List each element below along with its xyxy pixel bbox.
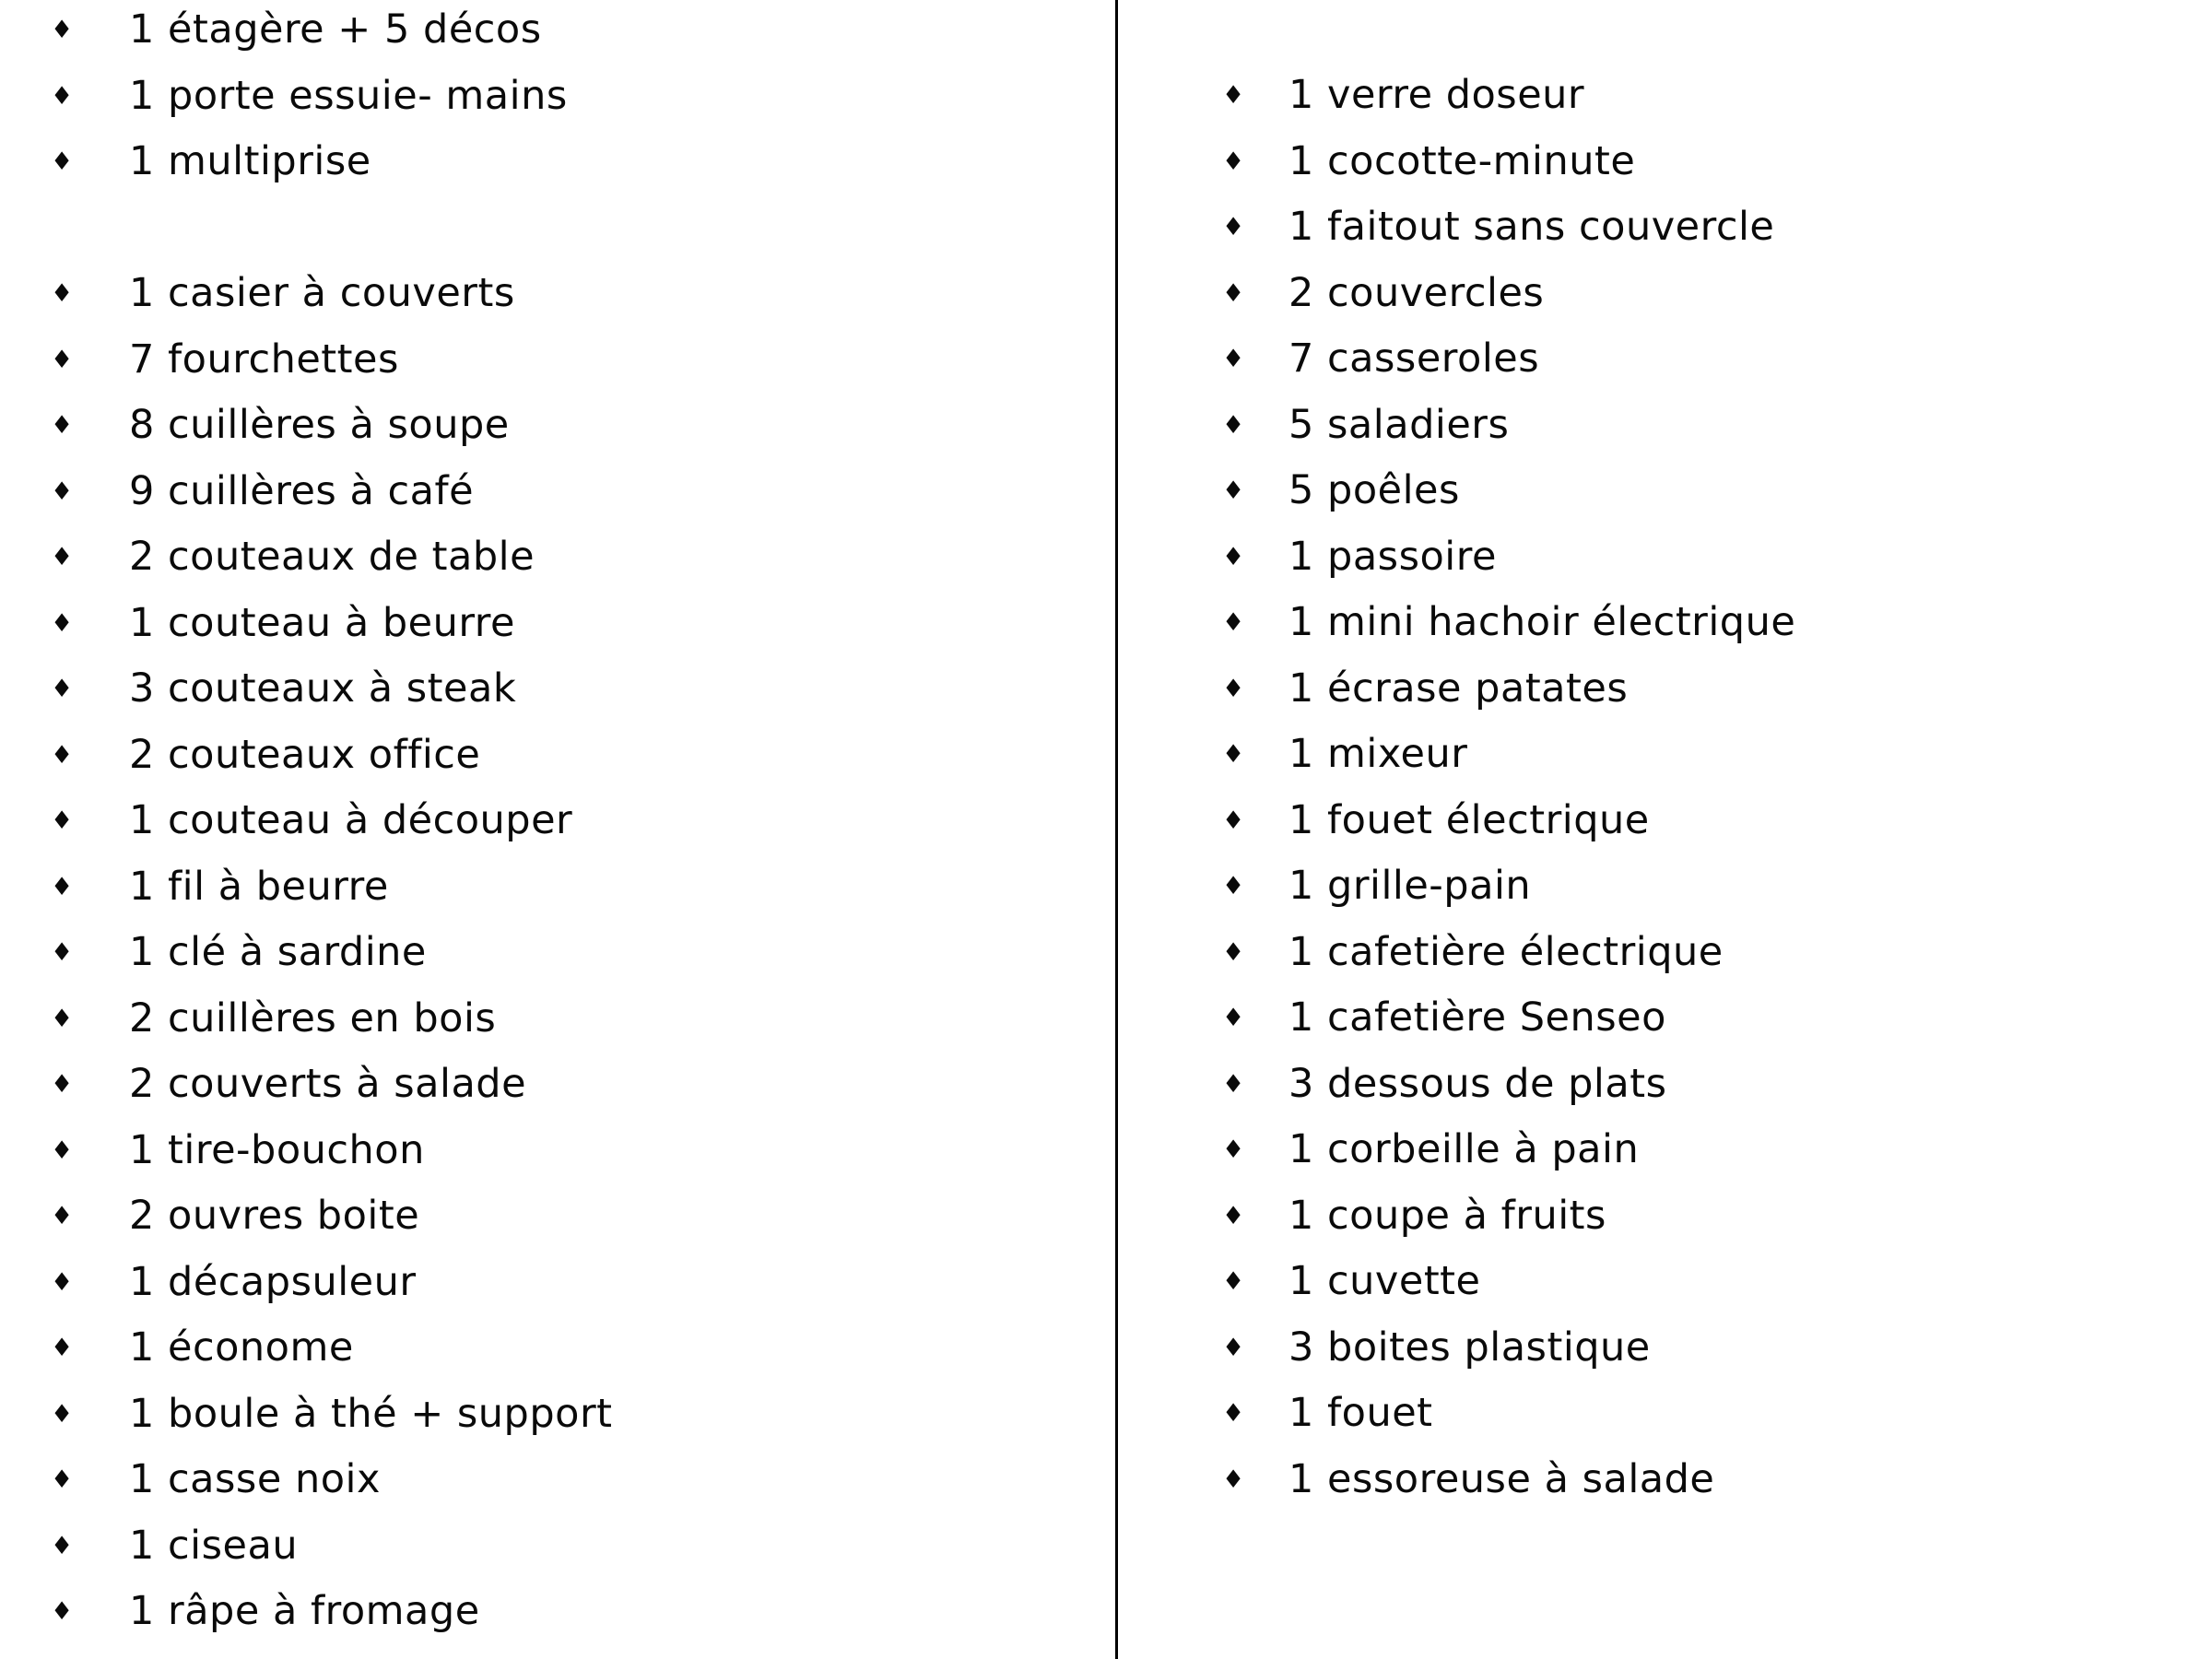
diamond-bullet-icon: ♦ — [1222, 410, 1245, 440]
diamond-bullet-icon: ♦ — [51, 938, 74, 968]
list-item — [1222, 261, 1795, 327]
diamond-bullet-icon: ♦ — [1222, 1465, 1245, 1494]
inventory-list-left — [51, 0, 613, 1645]
diamond-bullet-icon: ♦ — [51, 279, 74, 309]
item-label: 1 couteau à beurre — [129, 599, 515, 646]
item-label: 1 clé à sardine — [129, 929, 427, 976]
diamond-bullet-icon: ♦ — [51, 806, 74, 836]
item-label: 5 saladiers — [1288, 401, 1510, 448]
diamond-bullet-icon: ♦ — [51, 1004, 74, 1033]
list-item — [1222, 853, 1795, 920]
item-label: 1 décapsuleur — [129, 1258, 417, 1305]
diamond-bullet-icon: ♦ — [1222, 1399, 1245, 1429]
item-label: 1 cafetière Senseo — [1288, 994, 1666, 1041]
list-item — [1222, 590, 1795, 656]
list-item — [51, 1513, 613, 1580]
diamond-bullet-icon: ♦ — [1222, 542, 1245, 571]
diamond-bullet-icon: ♦ — [1222, 937, 1245, 967]
list-item — [51, 1183, 613, 1250]
item-label: 1 grille-pain — [1288, 863, 1532, 910]
diamond-bullet-icon: ♦ — [51, 872, 74, 901]
diamond-bullet-icon: ♦ — [1222, 213, 1245, 242]
diamond-bullet-icon: ♦ — [1222, 1201, 1245, 1230]
item-label: 1 cafetière électrique — [1288, 928, 1724, 975]
item-label: 1 essoreuse à salade — [1288, 1455, 1715, 1502]
diamond-bullet-icon: ♦ — [1222, 477, 1245, 506]
item-label: 7 fourchettes — [129, 335, 399, 382]
diamond-bullet-icon: ♦ — [1222, 278, 1245, 308]
diamond-bullet-icon: ♦ — [1222, 608, 1245, 638]
list-item — [1222, 194, 1795, 261]
item-label: 1 boule à thé + support — [129, 1390, 613, 1437]
item-label: 2 couvercles — [1288, 269, 1545, 316]
diamond-bullet-icon: ♦ — [51, 147, 74, 177]
item-label: 1 râpe à fromage — [129, 1588, 480, 1635]
diamond-bullet-icon: ♦ — [1222, 806, 1245, 835]
list-item — [1222, 1052, 1795, 1118]
list-item — [1222, 63, 1795, 129]
list-item — [1222, 458, 1795, 524]
list-item — [1222, 1117, 1795, 1183]
list-item — [51, 854, 613, 921]
diamond-bullet-icon: ♦ — [51, 1465, 74, 1495]
list-item — [51, 986, 613, 1053]
item-label: 3 dessous de plats — [1288, 1060, 1667, 1107]
list-item — [51, 261, 613, 327]
item-label: 8 cuillères à soupe — [129, 402, 510, 449]
item-label: 1 casse noix — [129, 1456, 381, 1503]
list-item — [51, 393, 613, 459]
item-label: 1 ciseau — [129, 1522, 299, 1569]
diamond-bullet-icon: ♦ — [51, 608, 74, 638]
item-label: 1 fouet électrique — [1288, 796, 1650, 843]
item-label: 1 corbeille à pain — [1288, 1126, 1640, 1173]
list-item — [51, 591, 613, 657]
list-item — [51, 1579, 613, 1645]
diamond-bullet-icon: ♦ — [1222, 81, 1245, 111]
list-item — [51, 1382, 613, 1448]
diamond-bullet-icon: ♦ — [51, 740, 74, 770]
item-label: 2 cuillères en bois — [129, 994, 497, 1041]
item-label: 1 mixeur — [1288, 731, 1468, 778]
list-item — [1222, 656, 1795, 723]
item-label: 1 casier à couverts — [129, 270, 515, 317]
list-item — [1222, 722, 1795, 788]
diamond-bullet-icon: ♦ — [51, 477, 74, 506]
diamond-bullet-icon: ♦ — [1222, 872, 1245, 901]
diamond-bullet-icon: ♦ — [1222, 1333, 1245, 1362]
diamond-bullet-icon: ♦ — [1222, 1069, 1245, 1099]
diamond-bullet-icon: ♦ — [51, 543, 74, 572]
item-label: 2 couteaux office — [129, 731, 481, 778]
diamond-bullet-icon: ♦ — [1222, 1267, 1245, 1297]
blank-line — [51, 195, 613, 262]
item-label: 1 verre doseur — [1288, 72, 1585, 119]
item-label: 1 faitout sans couvercle — [1288, 204, 1775, 251]
item-label: 1 économe — [129, 1324, 354, 1371]
list-item — [51, 524, 613, 591]
list-item — [51, 64, 613, 130]
list-item — [51, 327, 613, 394]
list-item — [51, 723, 613, 789]
diamond-bullet-icon: ♦ — [51, 16, 74, 45]
diamond-bullet-icon: ♦ — [51, 411, 74, 441]
list-item — [1222, 1183, 1795, 1250]
list-item — [1222, 985, 1795, 1052]
diamond-bullet-icon: ♦ — [1222, 1135, 1245, 1165]
item-label: 1 mini hachoir électrique — [1288, 599, 1796, 646]
list-item — [51, 1052, 613, 1118]
diamond-bullet-icon: ♦ — [51, 675, 74, 704]
list-item — [1222, 1315, 1795, 1382]
diamond-bullet-icon: ♦ — [51, 1597, 74, 1627]
list-item — [51, 459, 613, 525]
list-item — [51, 788, 613, 854]
item-label: 1 étagère + 5 décos — [129, 6, 542, 53]
item-label: 1 cocotte-minute — [1288, 137, 1636, 184]
list-item — [51, 129, 613, 195]
item-label: 3 couteaux à steak — [129, 665, 517, 712]
inventory-list-right — [1222, 63, 1795, 1512]
list-item — [51, 0, 613, 64]
item-label: 1 porte essuie- mains — [129, 72, 568, 119]
item-label: 1 fouet — [1288, 1390, 1433, 1437]
item-label: 1 multiprise — [129, 138, 371, 185]
item-label: 9 cuillères à café — [129, 467, 475, 514]
item-label: 3 boites plastique — [1288, 1324, 1651, 1371]
diamond-bullet-icon: ♦ — [51, 1267, 74, 1297]
diamond-bullet-icon: ♦ — [51, 1399, 74, 1429]
diamond-bullet-icon: ♦ — [1222, 147, 1245, 176]
item-label: 1 cuvette — [1288, 1258, 1481, 1305]
diamond-bullet-icon: ♦ — [51, 1070, 74, 1100]
column-divider-line — [1115, 0, 1118, 1659]
diamond-bullet-icon: ♦ — [1222, 674, 1245, 703]
list-item — [1222, 788, 1795, 854]
list-item — [51, 1315, 613, 1382]
list-item — [1222, 326, 1795, 393]
diamond-bullet-icon: ♦ — [51, 1135, 74, 1165]
diamond-bullet-icon: ♦ — [51, 1202, 74, 1231]
item-label: 2 couverts à salade — [129, 1061, 527, 1108]
diamond-bullet-icon: ♦ — [51, 1531, 74, 1560]
list-item — [51, 656, 613, 723]
item-label: 1 fil à beurre — [129, 863, 389, 910]
list-item — [1222, 1249, 1795, 1315]
diamond-bullet-icon: ♦ — [51, 1334, 74, 1363]
list-item — [1222, 393, 1795, 459]
diamond-bullet-icon: ♦ — [1222, 1004, 1245, 1033]
item-label: 7 casseroles — [1288, 335, 1540, 382]
diamond-bullet-icon: ♦ — [51, 345, 74, 374]
list-item — [1222, 1447, 1795, 1513]
list-item — [1222, 920, 1795, 986]
list-item — [51, 1118, 613, 1184]
list-item — [51, 1250, 613, 1316]
item-label: 1 couteau à découper — [129, 797, 573, 844]
item-label: 1 passoire — [1288, 533, 1497, 580]
list-item — [51, 1447, 613, 1513]
diamond-bullet-icon: ♦ — [1222, 345, 1245, 374]
item-label: 5 poêles — [1288, 467, 1460, 514]
diamond-bullet-icon: ♦ — [1222, 740, 1245, 770]
list-item — [1222, 524, 1795, 591]
list-item — [1222, 1381, 1795, 1447]
item-label: 1 tire-bouchon — [129, 1126, 425, 1173]
item-label: 1 coupe à fruits — [1288, 1192, 1606, 1239]
item-label: 1 écrase patates — [1288, 665, 1629, 712]
list-item — [51, 920, 613, 986]
item-label: 2 ouvres boite — [129, 1193, 420, 1240]
diamond-bullet-icon: ♦ — [51, 81, 74, 111]
item-label: 2 couteaux de table — [129, 534, 535, 581]
list-item — [1222, 129, 1795, 195]
